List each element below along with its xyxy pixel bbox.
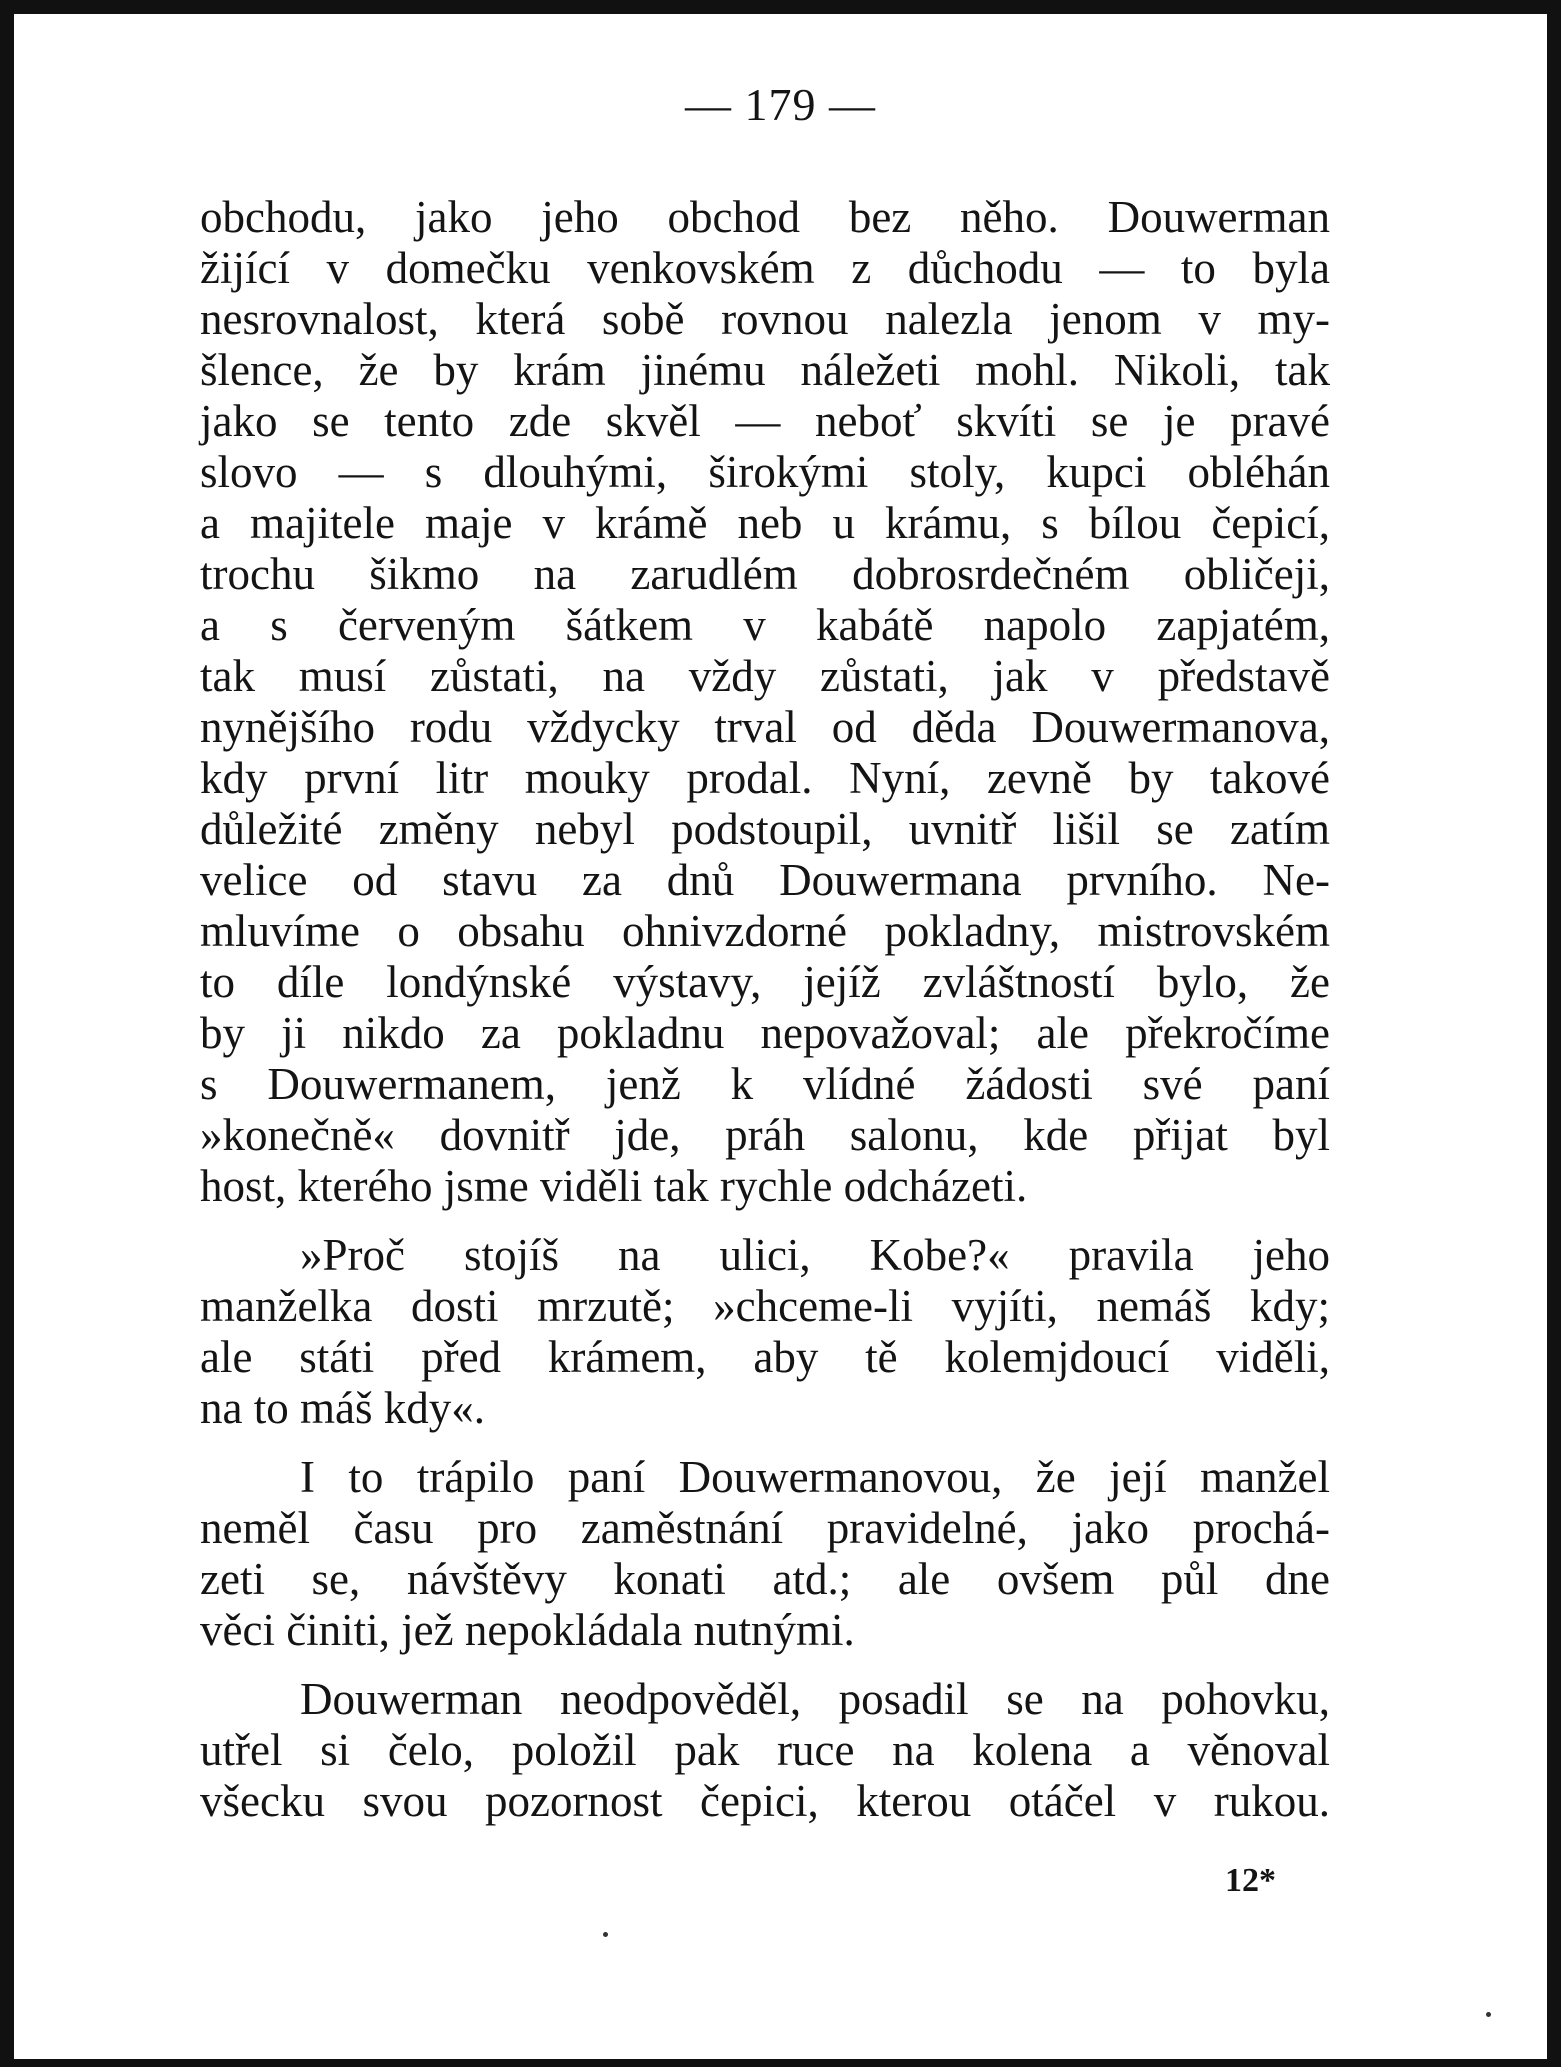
- scan-speck: [603, 1932, 608, 1937]
- text-line: velice od stavu za dnů Douwermana prvního. Ne-: [200, 855, 1330, 905]
- text-line: a majitele maje v krámě neb u krámu, s bílou čepicí,: [200, 498, 1330, 548]
- paragraph-1: [200, 192, 1330, 1212]
- scan-speck: [1486, 2012, 1491, 2017]
- paragraph-gap: [200, 1212, 1330, 1230]
- text-line: věci činiti, jež nepokládala nutnými.: [200, 1605, 855, 1655]
- text-line: s Douwermanem, jenž k vlídné žádosti své paní: [200, 1059, 1330, 1109]
- text-line: ale státi před krámem, aby tě kolemjdoucí viděli,: [200, 1332, 1330, 1382]
- text-line: zeti se, návštěvy konati atd.; ale ovšem půl dne: [200, 1554, 1330, 1604]
- paragraph-gap: [200, 1656, 1330, 1674]
- text-line: utřel si čelo, položil pak ruce na kolena a věnoval: [200, 1725, 1330, 1775]
- paragraph-2: [200, 1230, 1330, 1434]
- text-line: obchodu, jako jeho obchod bez něho. Douwerman: [200, 192, 1330, 242]
- text-line: neměl času pro zaměstnání pravidelné, jako prochá-: [200, 1503, 1330, 1553]
- text-line: host, kterého jsme viděli tak rychle odcházeti.: [200, 1161, 1028, 1211]
- scan-border-bottom: [0, 2059, 1561, 2067]
- text-line: kdy první litr mouky prodal. Nyní, zevně by takové: [200, 753, 1330, 803]
- signature-mark: 12*: [1225, 1862, 1276, 1899]
- scan-border-right: [1547, 0, 1561, 2067]
- text-line: tak musí zůstati, na vždy zůstati, jak v představě: [200, 651, 1330, 701]
- text-line: šlence, že by krám jinému náležeti mohl. Nikoli, tak: [200, 345, 1330, 395]
- text-line: I to trápilo paní Douwermanovou, že její manžel: [300, 1452, 1330, 1502]
- text-line: trochu šikmo na zarudlém dobrosrdečném obličeji,: [200, 549, 1330, 599]
- scan-border-left: [0, 0, 14, 2067]
- paragraph-4: [200, 1674, 1330, 1827]
- text-line: to díle londýnské výstavy, jejíž zvláštností bylo, že: [200, 957, 1330, 1007]
- text-line: všecku svou pozornost čepici, kterou otáčel v rukou.: [200, 1776, 1330, 1826]
- text-line: jako se tento zde skvěl — neboť skvíti se je pravé: [200, 396, 1330, 446]
- body-text: [200, 192, 1330, 1827]
- text-line: nesrovnalost, která sobě rovnou nalezla jenom v my-: [200, 294, 1330, 344]
- text-line: žijící v domečku venkovském z důchodu — to byla: [200, 243, 1330, 293]
- text-line: manželka dosti mrzutě; »chceme-li vyjíti, nemáš kdy;: [200, 1281, 1330, 1331]
- text-line: důležité změny nebyl podstoupil, uvnitř lišil se zatím: [200, 804, 1330, 854]
- text-line: Douwerman neodpověděl, posadil se na pohovku,: [300, 1674, 1330, 1724]
- text-line: »konečně« dovnitř jde, práh salonu, kde přijat byl: [200, 1110, 1330, 1160]
- text-line: a s červeným šátkem v kabátě napolo zapjatém,: [200, 600, 1330, 650]
- text-line: »Proč stojíš na ulici, Kobe?« pravila jeho: [300, 1230, 1330, 1280]
- paragraph-gap: [200, 1434, 1330, 1452]
- page-number: — 179 —: [685, 79, 876, 130]
- text-line: slovo — s dlouhými, širokými stoly, kupci obléhán: [200, 447, 1330, 497]
- text-line: mluvíme o obsahu ohnivzdorné pokladny, mistrovském: [200, 906, 1330, 956]
- scan-border-top: [0, 0, 1561, 14]
- paragraph-3: [200, 1452, 1330, 1656]
- text-line: nynějšího rodu vždycky trval od děda Douwermanova,: [200, 702, 1330, 752]
- text-line: by ji nikdo za pokladnu nepovažoval; ale překročíme: [200, 1008, 1330, 1058]
- text-line: na to máš kdy«.: [200, 1383, 485, 1433]
